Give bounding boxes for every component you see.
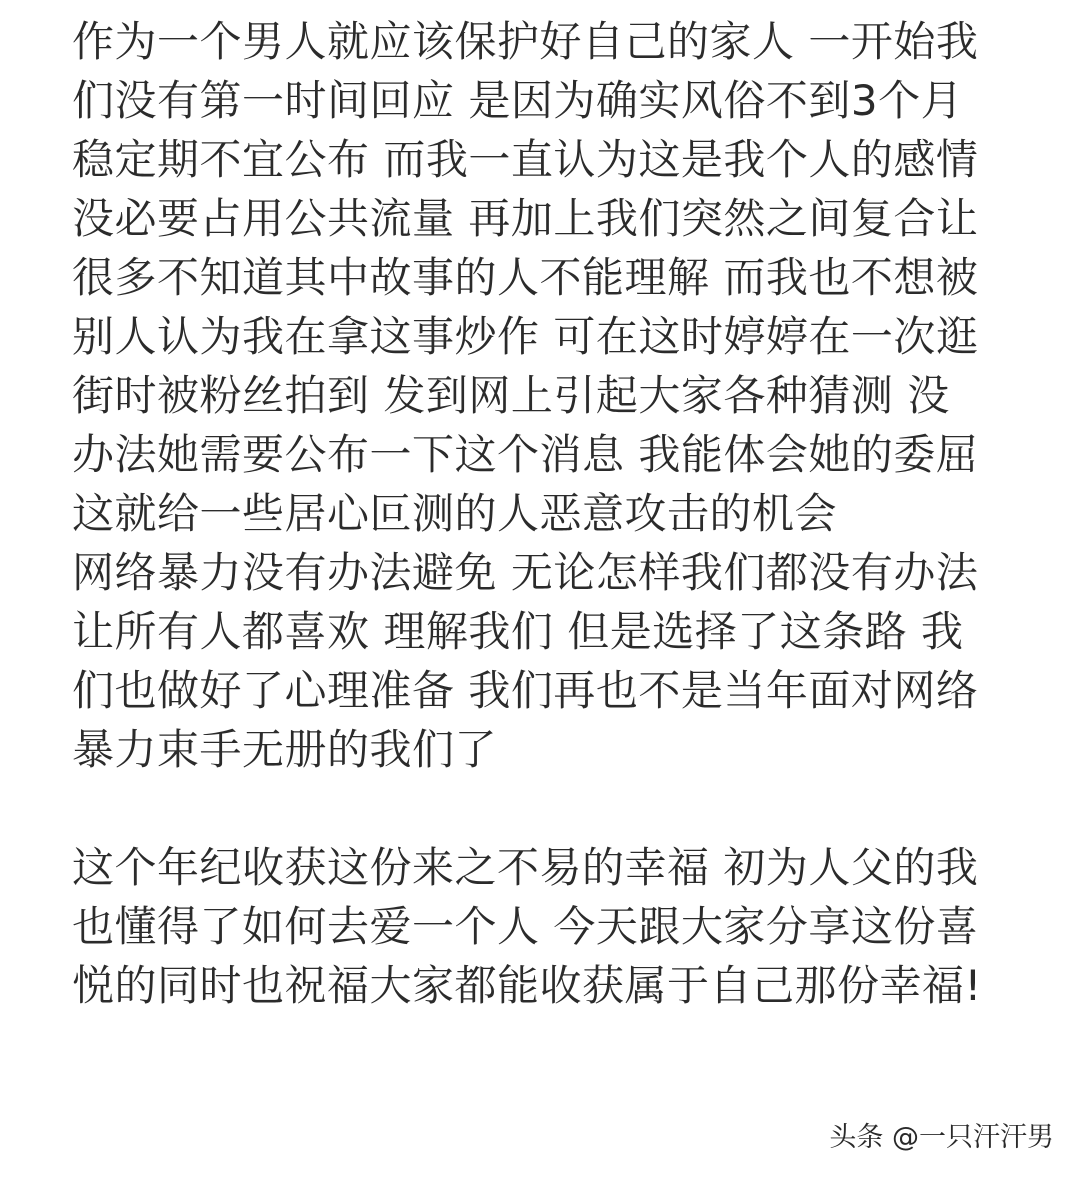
text-line: 作为一个男人就应该保护好自己的家人 一开始我 [72, 17, 979, 66]
text-line: 别人认为我在拿这事炒作 可在这时婷婷在一次逛 [72, 312, 979, 361]
text-line: 们没有第一时间回应 是因为确实风俗不到3个月 [72, 76, 964, 125]
text-line: 们也做好了心理准备 我们再也不是当年面对网络 [72, 666, 979, 715]
text-line: 没必要占用公共流量 再加上我们突然之间复合让 [72, 194, 979, 243]
text-line: 这就给一些居心叵测的人恶意攻击的机会 [72, 489, 838, 538]
text-line: 让所有人都喜欢 理解我们 但是选择了这条路 我 [72, 607, 964, 656]
text-line: 网络暴力没有办法避免 无论怎样我们都没有办法 [72, 548, 979, 597]
text-line: 悦的同时也祝福大家都能收获属于自己那份幸福! [72, 961, 982, 1010]
text-line: 暴力束手无册的我们了 [72, 725, 498, 774]
paragraph-1 [72, 12, 1062, 779]
post-text [72, 12, 1062, 1015]
paragraph-2 [72, 838, 1062, 1015]
text-line: 这个年纪收获这份来之不易的幸福 初为人父的我 [72, 843, 979, 892]
text-line: 稳定期不宜公布 而我一直认为这是我个人的感情 [72, 135, 979, 184]
text-line: 街时被粉丝拍到 发到网上引起大家各种猜测 没 [72, 371, 950, 420]
text-line: 办法她需要公布一下这个消息 我能体会她的委屈 [72, 430, 979, 479]
paragraph-spacer [72, 779, 1062, 838]
watermark: 头条 @一只汗汗男 [829, 1122, 1054, 1153]
text-line: 很多不知道其中故事的人不能理解 而我也不想被 [72, 253, 979, 302]
text-line: 也懂得了如何去爱一个人 今天跟大家分享这份喜 [72, 902, 979, 951]
